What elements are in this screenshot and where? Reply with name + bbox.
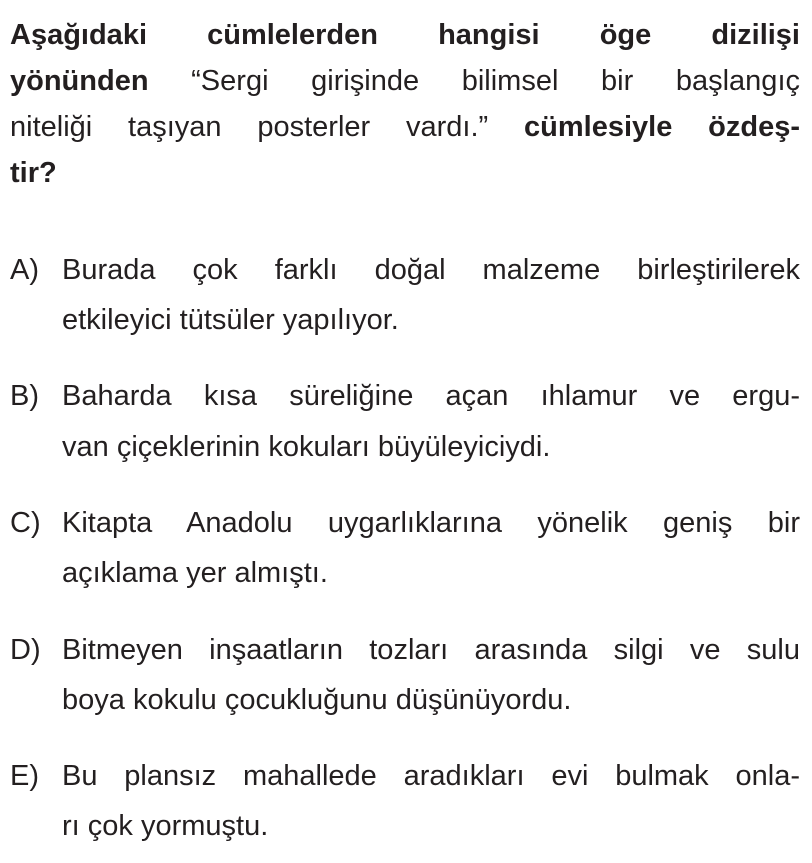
option-label: D) <box>10 634 41 666</box>
option-text: van çiçeklerinin kokuları büyüleyiciydi. <box>62 431 551 463</box>
question-text-bold: tir? <box>10 157 57 189</box>
option-text: açıklama yer almıştı. <box>62 557 328 589</box>
question-text-bold: Aşağıdaki cümlelerden hangisi öge dizilişi <box>10 19 800 51</box>
option-text: Bu plansız mahallede aradıkları evi bulmak onla- <box>62 760 800 792</box>
option-label: B) <box>10 380 39 412</box>
question-line <box>10 153 800 193</box>
option-label: C) <box>10 507 41 539</box>
question-line <box>10 107 800 147</box>
option-text: rı çok yormuştu. <box>62 810 269 842</box>
option-text: etkileyici tütsüler yapılıyor. <box>62 304 399 336</box>
question-text: niteliği taşıyan posterler vardı.” <box>10 111 525 143</box>
question-line <box>10 15 800 55</box>
option-text: Kitapta Anadolu uygarlıklarına yönelik geniş bir <box>62 507 800 539</box>
question-line <box>10 61 800 101</box>
option-text: Burada çok farklı doğal malzeme birleştirilerek <box>62 254 800 286</box>
question-text: “Sergi girişinde bilimsel bir başlangıç <box>148 65 800 97</box>
option-label: A) <box>10 254 39 286</box>
option-text: Baharda kısa süreliğine açan ıhlamur ve ergu- <box>62 380 800 412</box>
option-label: E) <box>10 760 39 792</box>
question-text-bold: yönünden <box>10 65 149 97</box>
option-text: Bitmeyen inşaatların tozları arasında silgi ve sulu <box>62 634 800 666</box>
question-text-bold: cümlesiyle özdeş- <box>524 111 800 143</box>
option-text: boya kokulu çocukluğunu düşünüyordu. <box>62 684 572 716</box>
